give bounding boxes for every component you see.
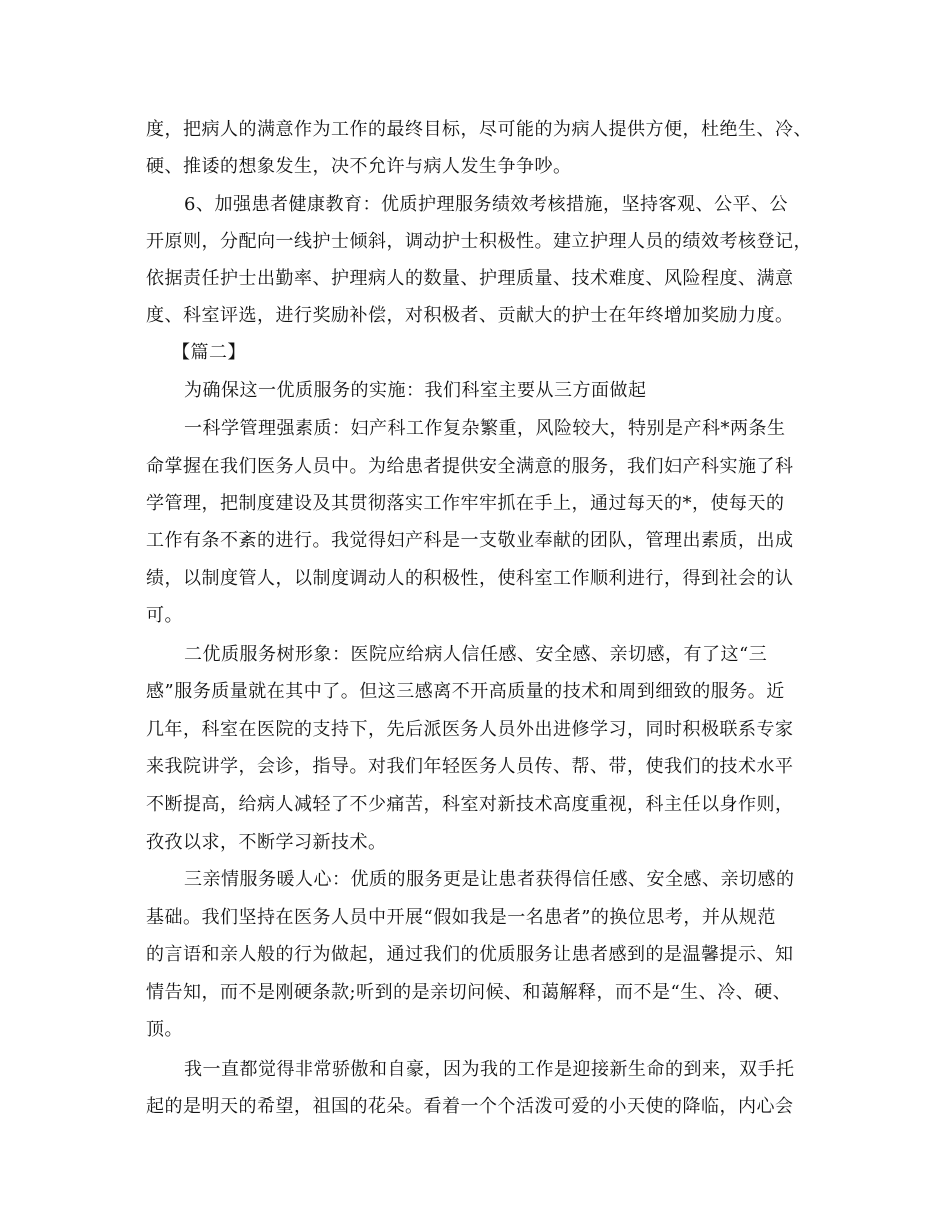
text-line: 几年，科室在医院的支持下，先后派医务人员外出进修学习，同时积极联系专家 [146, 719, 794, 740]
text-line: 学管理，把制度建设及其贯彻落实工作牢牢抓在手上，通过每天的*，使每天的 [146, 493, 785, 514]
text-line: 依据责任护士出勤率、护理病人的数量、护理质量、技术难度、风险程度、满意 [146, 268, 794, 289]
text-line: 感”服务质量就在其中了。但这三感离不开高质量的技术和周到细致的服务。近 [146, 681, 785, 702]
text-line: 绩，以制度管人，以制度调动人的积极性，使科室工作顺利进行，得到社会的认 [146, 568, 794, 589]
text-line: 工作有条不紊的进行。我觉得妇产科是一支敬业奉献的团队，管理出素质，出成 [146, 530, 794, 551]
text-line: 硬、推诿的想象发生，决不允许与病人发生争争吵。 [146, 156, 572, 177]
text-line: 基础。我们坚持在医务人员中开展“假如我是一名患者”的换位思考，并从规范 [146, 907, 776, 928]
text-line: 的言语和亲人般的行为做起，通过我们的优质服务让患者感到的是温馨提示、知 [146, 944, 794, 965]
text-line: 孜孜以求，不断学习新技术。 [146, 832, 387, 853]
text-line: 开原则，分配向一线护士倾斜，调动护士积极性。建立护理人员的绩效考核登记， [146, 231, 812, 252]
text-line: 可。 [146, 605, 183, 626]
text-line: 来我院讲学，会诊，指导。对我们年轻医务人员传、帮、带，使我们的技术水平 [146, 756, 794, 777]
text-line: 情告知，而不是刚硬条款;听到的是亲切问候、和蔼解释，而不是“生、冷、硬、 [146, 982, 792, 1003]
text-line: 度，把病人的满意作为工作的最终目标，尽可能的为病人提供方便，杜绝生、冷、 [146, 119, 812, 140]
text-line: 起的是明天的希望，祖国的花朵。看着一个个活泼可爱的小天使的降临，内心会 [146, 1096, 794, 1117]
paragraph-start-line: 二优质服务树形象：医院应给病人信任感、安全感、亲切感，有了这“三 [184, 644, 768, 665]
paragraph-start-line: 为确保这一优质服务的实施：我们科室主要从三方面做起 [184, 380, 647, 401]
section-heading: 【篇二】 [172, 342, 246, 363]
paragraph-start-line: 6、加强患者健康教育：优质护理服务绩效考核措施，坚持客观、公平、公 [184, 194, 788, 215]
text-line: 不断提高，给病人减轻了不少痛苦，科室对新技术高度重视，科主任以身作则， [146, 794, 794, 815]
text-line: 顶。 [146, 1019, 183, 1040]
text-line: 度、科室评选，进行奖励补偿，对积极者、贡献大的护士在年终增加奖励力度。 [146, 305, 794, 326]
paragraph-start-line: 我一直都觉得非常骄傲和自豪，因为我的工作是迎接新生命的到来，双手托 [184, 1059, 795, 1080]
paragraph-start-line: 一科学管理强素质：妇产科工作复杂繁重，风险较大，特别是产科*两条生 [184, 418, 786, 439]
paragraph-start-line: 三亲情服务暖人心：优质的服务更是让患者获得信任感、安全感、亲切感的 [184, 869, 795, 890]
text-line: 命掌握在我们医务人员中。为给患者提供安全满意的服务，我们妇产科实施了科 [146, 456, 794, 477]
